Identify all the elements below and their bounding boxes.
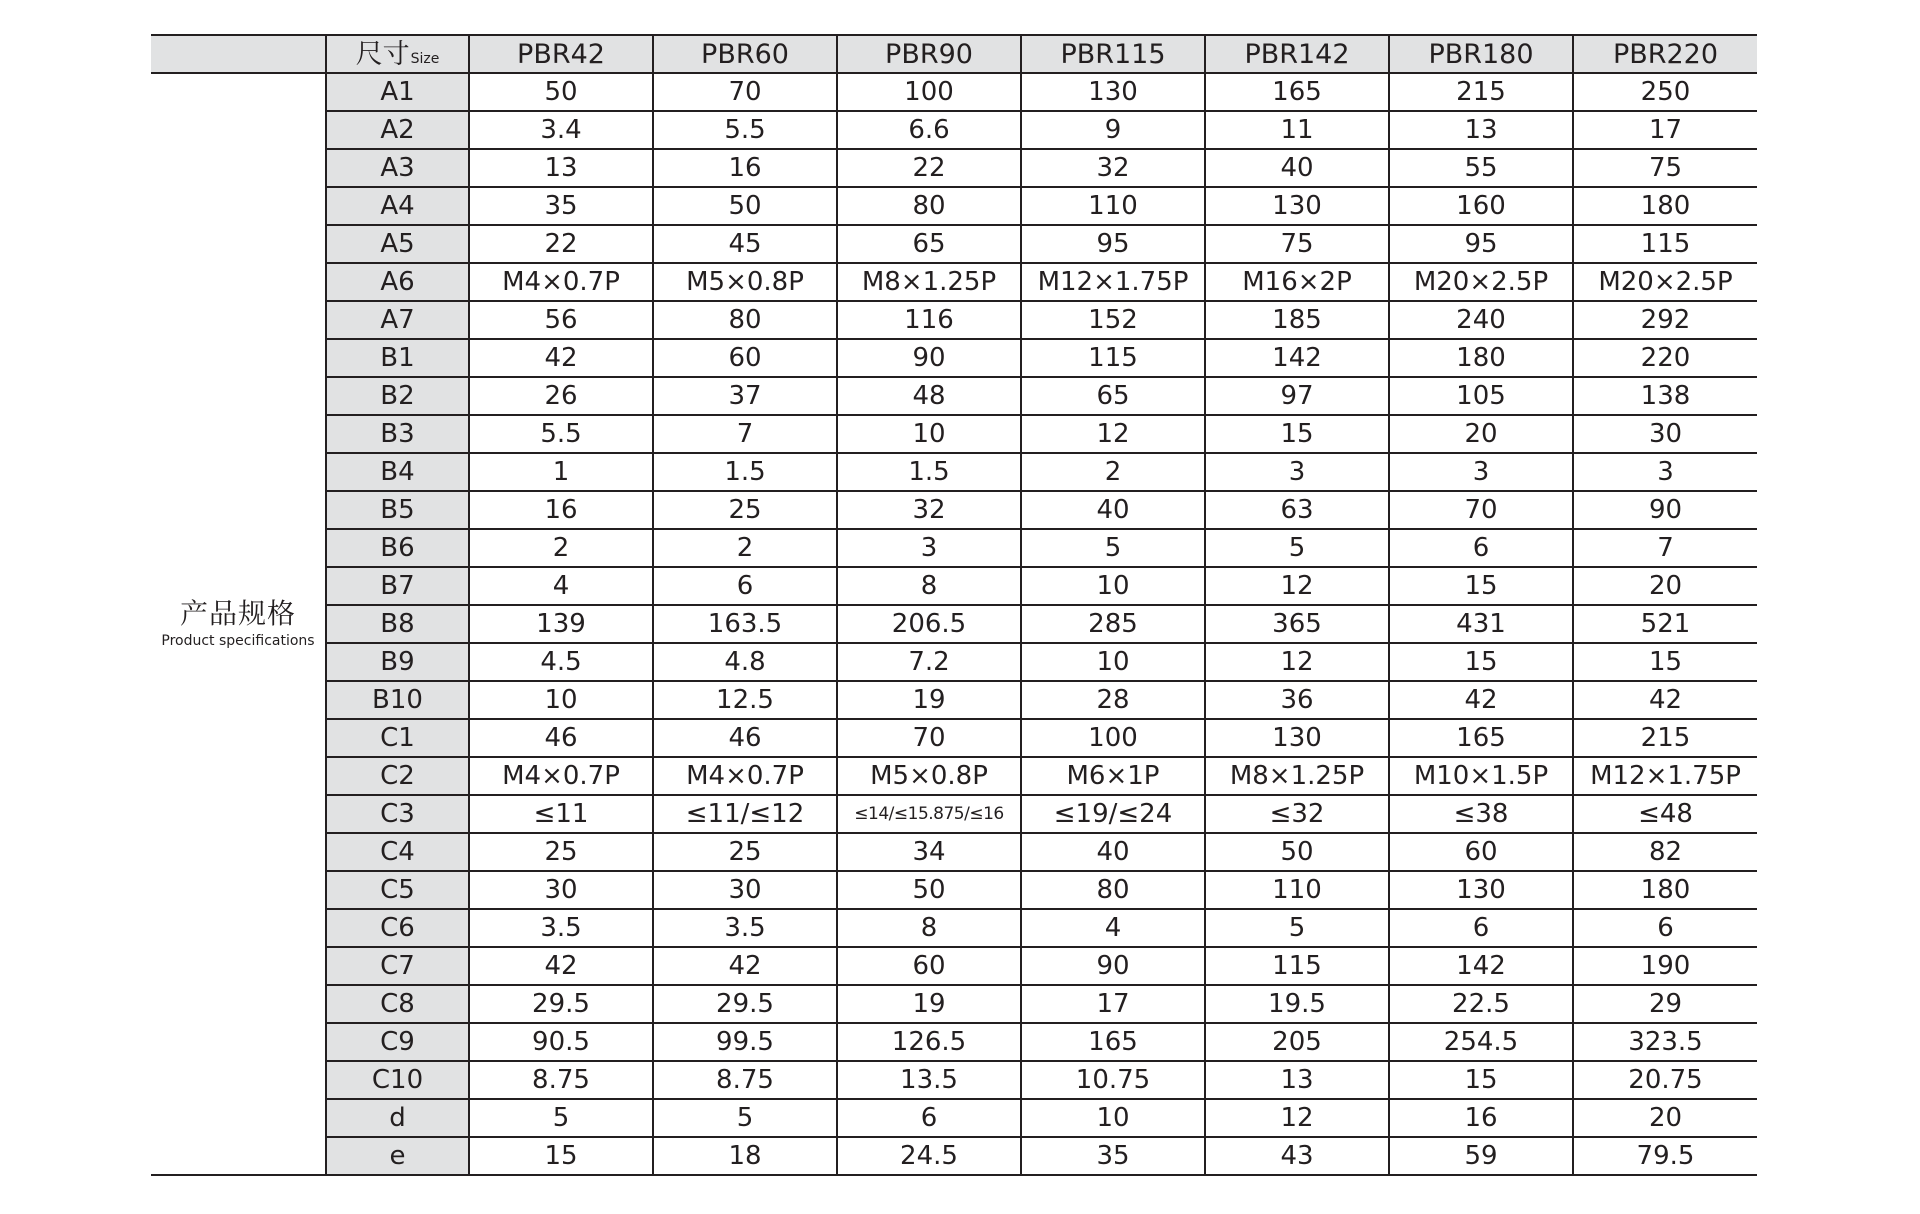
table-cell: 13 (1389, 111, 1573, 149)
table-cell: 130 (1205, 187, 1389, 225)
table-cell: 36 (1205, 681, 1389, 719)
table-cell: 165 (1389, 719, 1573, 757)
table-row (151, 947, 1757, 985)
row-label: C1 (326, 719, 469, 757)
table-cell: 180 (1573, 187, 1757, 225)
table-cell: 220 (1573, 339, 1757, 377)
table-row (151, 301, 1757, 339)
table-cell: 180 (1389, 339, 1573, 377)
row-label: d (326, 1099, 469, 1137)
row-label: A3 (326, 149, 469, 187)
table-cell: ≤32 (1205, 795, 1389, 833)
table-cell: 15 (1205, 415, 1389, 453)
header-corner-cell (151, 35, 326, 73)
table-cell: M8×1.25P (1205, 757, 1389, 795)
table-cell: 12.5 (653, 681, 837, 719)
table-cell: 165 (1021, 1023, 1205, 1061)
table-row (151, 719, 1757, 757)
row-label: C2 (326, 757, 469, 795)
table-cell: 110 (1021, 187, 1205, 225)
table-row (151, 111, 1757, 149)
table-cell: 22.5 (1389, 985, 1573, 1023)
table-cell: 5 (1021, 529, 1205, 567)
table-cell: 130 (1021, 73, 1205, 111)
table-cell: 250 (1573, 73, 1757, 111)
table-cell: 6 (1573, 909, 1757, 947)
table-cell: 56 (469, 301, 653, 339)
table-cell: 50 (653, 187, 837, 225)
spec-table-container (151, 34, 1757, 1176)
table-cell: 60 (837, 947, 1021, 985)
table-cell: 12 (1021, 415, 1205, 453)
table-cell: 5.5 (653, 111, 837, 149)
table-cell: 165 (1205, 73, 1389, 111)
table-cell: 40 (1021, 833, 1205, 871)
table-cell: 82 (1573, 833, 1757, 871)
table-cell: 8 (837, 909, 1021, 947)
column-header-pbr142: PBR142 (1205, 35, 1389, 73)
table-cell: 8 (837, 567, 1021, 605)
table-row (151, 1137, 1757, 1175)
table-cell: 16 (653, 149, 837, 187)
table-cell: 34 (837, 833, 1021, 871)
table-cell: 59 (1389, 1137, 1573, 1175)
table-cell: ≤11 (469, 795, 653, 833)
table-cell: M16×2P (1205, 263, 1389, 301)
table-cell: 42 (469, 947, 653, 985)
table-cell: 160 (1389, 187, 1573, 225)
table-cell: 46 (653, 719, 837, 757)
table-cell: 6 (837, 1099, 1021, 1137)
table-row (151, 909, 1757, 947)
table-cell: 126.5 (837, 1023, 1021, 1061)
table-cell: 60 (653, 339, 837, 377)
table-cell: 2 (469, 529, 653, 567)
table-cell: 5 (469, 1099, 653, 1137)
table-row (151, 1061, 1757, 1099)
table-cell: 20.75 (1573, 1061, 1757, 1099)
header-row (151, 35, 1757, 73)
table-cell: 3 (837, 529, 1021, 567)
size-header-cell (326, 35, 469, 73)
table-cell: 40 (1205, 149, 1389, 187)
table-cell: 180 (1573, 871, 1757, 909)
table-row (151, 871, 1757, 909)
row-label: C6 (326, 909, 469, 947)
table-cell: 90 (1573, 491, 1757, 529)
table-cell: M4×0.7P (653, 757, 837, 795)
column-header-pbr90: PBR90 (837, 35, 1021, 73)
row-label: B7 (326, 567, 469, 605)
table-cell: 254.5 (1389, 1023, 1573, 1061)
table-cell: 12 (1205, 567, 1389, 605)
table-row (151, 1023, 1757, 1061)
table-cell: 95 (1389, 225, 1573, 263)
table-cell: 15 (1573, 643, 1757, 681)
table-cell: 130 (1205, 719, 1389, 757)
table-cell: 50 (837, 871, 1021, 909)
row-label: C7 (326, 947, 469, 985)
table-cell: 10 (469, 681, 653, 719)
table-cell: 20 (1573, 567, 1757, 605)
table-cell: 215 (1389, 73, 1573, 111)
table-cell: 12 (1205, 1099, 1389, 1137)
table-cell: 1.5 (837, 453, 1021, 491)
table-cell: 110 (1205, 871, 1389, 909)
table-cell: 17 (1021, 985, 1205, 1023)
table-row (151, 643, 1757, 681)
table-cell: 105 (1389, 377, 1573, 415)
table-cell: 139 (469, 605, 653, 643)
table-cell: 1 (469, 453, 653, 491)
row-label: B9 (326, 643, 469, 681)
row-label: C9 (326, 1023, 469, 1061)
table-cell: 3 (1389, 453, 1573, 491)
table-cell: 431 (1389, 605, 1573, 643)
table-cell: 4 (1021, 909, 1205, 947)
table-cell: 8.75 (653, 1061, 837, 1099)
table-cell: M5×0.8P (653, 263, 837, 301)
product-spec-table (151, 34, 1757, 1176)
group-label: 产品规格 (179, 597, 296, 630)
row-label: B3 (326, 415, 469, 453)
table-cell: 11 (1205, 111, 1389, 149)
table-cell: 29.5 (653, 985, 837, 1023)
table-cell: 80 (653, 301, 837, 339)
table-cell: 55 (1389, 149, 1573, 187)
table-cell: 90 (1021, 947, 1205, 985)
table-cell: 42 (1389, 681, 1573, 719)
table-cell: ≤19/≤24 (1021, 795, 1205, 833)
row-label: B10 (326, 681, 469, 719)
table-cell: 138 (1573, 377, 1757, 415)
table-cell: 46 (469, 719, 653, 757)
table-cell: 10 (1021, 567, 1205, 605)
table-cell: 25 (653, 491, 837, 529)
table-cell: 90.5 (469, 1023, 653, 1061)
table-cell: 90 (837, 339, 1021, 377)
column-header-pbr60: PBR60 (653, 35, 837, 73)
table-row (151, 225, 1757, 263)
table-cell: 5 (1205, 529, 1389, 567)
table-cell: 19 (837, 985, 1021, 1023)
table-row (151, 149, 1757, 187)
row-label: A1 (326, 73, 469, 111)
table-cell: M20×2.5P (1389, 263, 1573, 301)
table-cell: 35 (469, 187, 653, 225)
table-cell: 63 (1205, 491, 1389, 529)
row-label: C5 (326, 871, 469, 909)
table-cell: 205 (1205, 1023, 1389, 1061)
table-cell: 50 (469, 73, 653, 111)
table-cell: 115 (1021, 339, 1205, 377)
table-cell: 115 (1573, 225, 1757, 263)
row-label: C3 (326, 795, 469, 833)
table-cell: 48 (837, 377, 1021, 415)
row-label: A4 (326, 187, 469, 225)
row-label: A7 (326, 301, 469, 339)
table-cell: 35 (1021, 1137, 1205, 1175)
table-cell: M4×0.7P (469, 757, 653, 795)
table-cell: M4×0.7P (469, 263, 653, 301)
table-cell: 22 (837, 149, 1021, 187)
table-cell: 42 (469, 339, 653, 377)
table-cell: 95 (1021, 225, 1205, 263)
table-row (151, 453, 1757, 491)
table-cell: 65 (837, 225, 1021, 263)
table-cell: 37 (653, 377, 837, 415)
row-label: B4 (326, 453, 469, 491)
table-row (151, 833, 1757, 871)
table-cell: 65 (1021, 377, 1205, 415)
table-row (151, 377, 1757, 415)
table-cell: 24.5 (837, 1137, 1021, 1175)
row-label: B2 (326, 377, 469, 415)
table-cell: 29.5 (469, 985, 653, 1023)
table-cell: 10 (837, 415, 1021, 453)
row-label: B8 (326, 605, 469, 643)
table-cell: 100 (1021, 719, 1205, 757)
table-cell: 17 (1573, 111, 1757, 149)
table-row (151, 1099, 1757, 1137)
table-row (151, 567, 1757, 605)
table-cell: 4.8 (653, 643, 837, 681)
row-label: B1 (326, 339, 469, 377)
table-cell: 15 (1389, 1061, 1573, 1099)
table-cell: 19.5 (1205, 985, 1389, 1023)
table-cell: 60 (1389, 833, 1573, 871)
table-cell: 6 (1389, 529, 1573, 567)
table-cell: 142 (1205, 339, 1389, 377)
row-label: A5 (326, 225, 469, 263)
table-cell: 30 (653, 871, 837, 909)
size-header-label-en: Size (410, 50, 440, 67)
table-cell: 50 (1205, 833, 1389, 871)
table-cell: 6 (653, 567, 837, 605)
table-cell: 32 (1021, 149, 1205, 187)
row-label: e (326, 1137, 469, 1175)
table-row (151, 491, 1757, 529)
table-cell: 43 (1205, 1137, 1389, 1175)
table-cell: 100 (837, 73, 1021, 111)
table-cell: 4 (469, 567, 653, 605)
table-cell: 10 (1021, 1099, 1205, 1137)
table-cell: 80 (1021, 871, 1205, 909)
table-cell: 10.75 (1021, 1061, 1205, 1099)
table-cell: 10 (1021, 643, 1205, 681)
column-header-pbr180: PBR180 (1389, 35, 1573, 73)
table-cell: 13.5 (837, 1061, 1021, 1099)
table-cell: 3.5 (469, 909, 653, 947)
table-cell: 6 (1389, 909, 1573, 947)
row-label: A2 (326, 111, 469, 149)
table-cell: 163.5 (653, 605, 837, 643)
table-cell: 26 (469, 377, 653, 415)
table-cell: 3.4 (469, 111, 653, 149)
table-cell: 5 (653, 1099, 837, 1137)
table-cell: 3.5 (653, 909, 837, 947)
table-cell: 70 (653, 73, 837, 111)
table-row (151, 529, 1757, 567)
table-row (151, 263, 1757, 301)
table-cell: M6×1P (1021, 757, 1205, 795)
table-cell: 115 (1205, 947, 1389, 985)
table-cell: 240 (1389, 301, 1573, 339)
table-cell: 28 (1021, 681, 1205, 719)
table-cell: 5.5 (469, 415, 653, 453)
table-cell: 18 (653, 1137, 837, 1175)
table-cell: 3 (1573, 453, 1757, 491)
table-row (151, 681, 1757, 719)
table-row (151, 339, 1757, 377)
table-cell: 16 (1389, 1099, 1573, 1137)
table-cell: ≤14/≤15.875/≤16 (837, 795, 1021, 833)
size-header-label: 尺寸 (355, 38, 410, 70)
table-row (151, 187, 1757, 225)
table-cell: 190 (1573, 947, 1757, 985)
table-cell: M20×2.5P (1573, 263, 1757, 301)
table-cell: 22 (469, 225, 653, 263)
table-row (151, 985, 1757, 1023)
table-cell: 25 (653, 833, 837, 871)
table-cell: 79.5 (1573, 1137, 1757, 1175)
table-cell: 7 (653, 415, 837, 453)
row-label: C4 (326, 833, 469, 871)
column-header-pbr220: PBR220 (1573, 35, 1757, 73)
table-cell: 12 (1205, 643, 1389, 681)
group-label-cell (151, 73, 326, 1175)
table-cell: 45 (653, 225, 837, 263)
table-cell: 16 (469, 491, 653, 529)
row-label: C10 (326, 1061, 469, 1099)
table-cell: 15 (1389, 643, 1573, 681)
table-cell: 25 (469, 833, 653, 871)
table-cell: M8×1.25P (837, 263, 1021, 301)
table-cell: 42 (1573, 681, 1757, 719)
table-row (151, 73, 1757, 111)
table-cell: 32 (837, 491, 1021, 529)
table-cell: M12×1.75P (1573, 757, 1757, 795)
table-cell: 75 (1205, 225, 1389, 263)
table-cell: 521 (1573, 605, 1757, 643)
table-cell: M5×0.8P (837, 757, 1021, 795)
table-cell: 215 (1573, 719, 1757, 757)
table-cell: 116 (837, 301, 1021, 339)
table-cell: 75 (1573, 149, 1757, 187)
table-cell: M10×1.5P (1389, 757, 1573, 795)
table-cell: 292 (1573, 301, 1757, 339)
table-cell: 20 (1573, 1099, 1757, 1137)
table-cell: 80 (837, 187, 1021, 225)
table-cell: 323.5 (1573, 1023, 1757, 1061)
table-cell: 185 (1205, 301, 1389, 339)
table-cell: 70 (1389, 491, 1573, 529)
row-label: B5 (326, 491, 469, 529)
table-cell: 19 (837, 681, 1021, 719)
table-cell: 4.5 (469, 643, 653, 681)
table-cell: 1.5 (653, 453, 837, 491)
table-row (151, 415, 1757, 453)
table-cell: 152 (1021, 301, 1205, 339)
table-cell: 15 (469, 1137, 653, 1175)
table-cell: 5 (1205, 909, 1389, 947)
table-cell: 20 (1389, 415, 1573, 453)
column-header-pbr42: PBR42 (469, 35, 653, 73)
table-row (151, 757, 1757, 795)
group-label-en: Product specifications (161, 633, 315, 649)
table-cell: M12×1.75P (1021, 263, 1205, 301)
table-row (151, 605, 1757, 643)
table-cell: 30 (1573, 415, 1757, 453)
table-cell: 2 (653, 529, 837, 567)
table-cell: 285 (1021, 605, 1205, 643)
row-label: B6 (326, 529, 469, 567)
table-cell: 8.75 (469, 1061, 653, 1099)
column-header-pbr115: PBR115 (1021, 35, 1205, 73)
table-cell: 365 (1205, 605, 1389, 643)
table-row (151, 795, 1757, 833)
table-cell: ≤11/≤12 (653, 795, 837, 833)
table-cell: 2 (1021, 453, 1205, 491)
table-cell: 6.6 (837, 111, 1021, 149)
table-cell: 29 (1573, 985, 1757, 1023)
row-label: C8 (326, 985, 469, 1023)
table-cell: 9 (1021, 111, 1205, 149)
table-cell: 13 (1205, 1061, 1389, 1099)
table-cell: 42 (653, 947, 837, 985)
table-cell: 97 (1205, 377, 1389, 415)
table-cell: 40 (1021, 491, 1205, 529)
table-cell: 70 (837, 719, 1021, 757)
row-label: A6 (326, 263, 469, 301)
table-cell: ≤38 (1389, 795, 1573, 833)
table-cell: 7 (1573, 529, 1757, 567)
table-cell: 7.2 (837, 643, 1021, 681)
table-cell: 13 (469, 149, 653, 187)
table-cell: ≤48 (1573, 795, 1757, 833)
table-cell: 99.5 (653, 1023, 837, 1061)
table-cell: 206.5 (837, 605, 1021, 643)
table-cell: 15 (1389, 567, 1573, 605)
table-cell: 142 (1389, 947, 1573, 985)
table-cell: 130 (1389, 871, 1573, 909)
table-cell: 30 (469, 871, 653, 909)
table-cell: 3 (1205, 453, 1389, 491)
